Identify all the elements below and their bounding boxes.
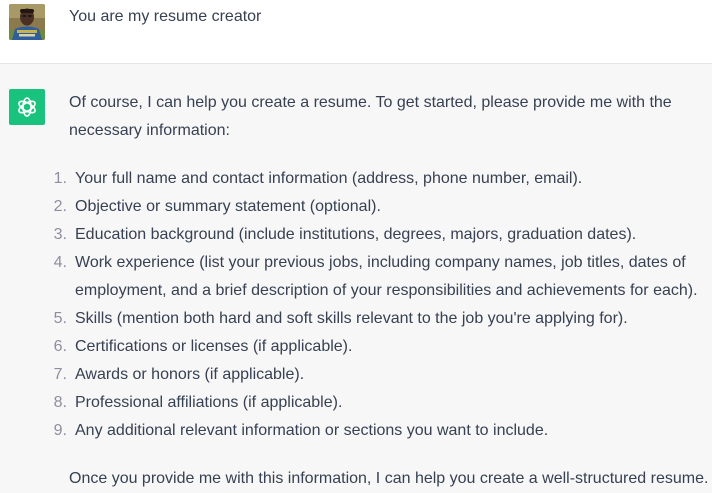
list-item: [0, 165, 712, 193]
user-avatar: [9, 4, 45, 40]
list-item-number: 2.: [53, 198, 67, 215]
list-item: [0, 361, 712, 389]
list-item-text: Work experience (list your previous jobs, including company names, job titles, dates of employment, and a brief description of your responsibilities and achievements for each).: [75, 254, 698, 299]
list-item-number: 1.: [53, 170, 67, 187]
list-item-text: Objective or summary statement (optional).: [75, 198, 381, 215]
list-item-text: Any additional relevant information or sections you want to include.: [75, 422, 549, 439]
list-item-number: 3.: [53, 226, 67, 243]
user-avatar-photo: [9, 4, 45, 40]
list-item-text: Your full name and contact information (address, phone number, email).: [75, 170, 583, 187]
list-item-number: 7.: [53, 366, 67, 383]
list-item-text: Professional affiliations (if applicable).: [75, 394, 343, 411]
list-item-number: 6.: [53, 338, 67, 355]
list-item-number: 4.: [53, 254, 67, 271]
list-item: [0, 389, 712, 417]
assistant-message-row: [0, 64, 712, 488]
list-item-number: 8.: [53, 394, 67, 411]
list-item: [0, 333, 712, 361]
list-item: [0, 193, 712, 221]
list-item-text: Awards or honors (if applicable).: [75, 366, 305, 383]
list-item-text: Skills (mention both hard and soft skills relevant to the job you're applying for).: [75, 310, 628, 327]
list-item: [0, 221, 712, 249]
list-item: [0, 417, 712, 445]
assistant-outro-text: Once you provide me with this information, I can help you create a well-structured resume.: [69, 470, 709, 487]
list-item: [0, 249, 712, 305]
openai-logo-icon: [15, 95, 39, 119]
user-message-text: You are my resume creator: [69, 8, 262, 25]
assistant-avatar: [9, 89, 45, 125]
list-item: [0, 305, 712, 333]
list-item-text: Certifications or licenses (if applicable).: [75, 338, 353, 355]
assistant-intro-text: Of course, I can help you create a resume. To get started, please provide me with the necessary information:: [69, 94, 672, 139]
requirements-list: [0, 165, 712, 445]
user-message-row: [0, 0, 712, 64]
list-item-number: 5.: [53, 310, 67, 327]
list-item-number: 9.: [53, 422, 67, 439]
list-item-text: Education background (include institutions, degrees, majors, graduation dates).: [75, 226, 637, 243]
